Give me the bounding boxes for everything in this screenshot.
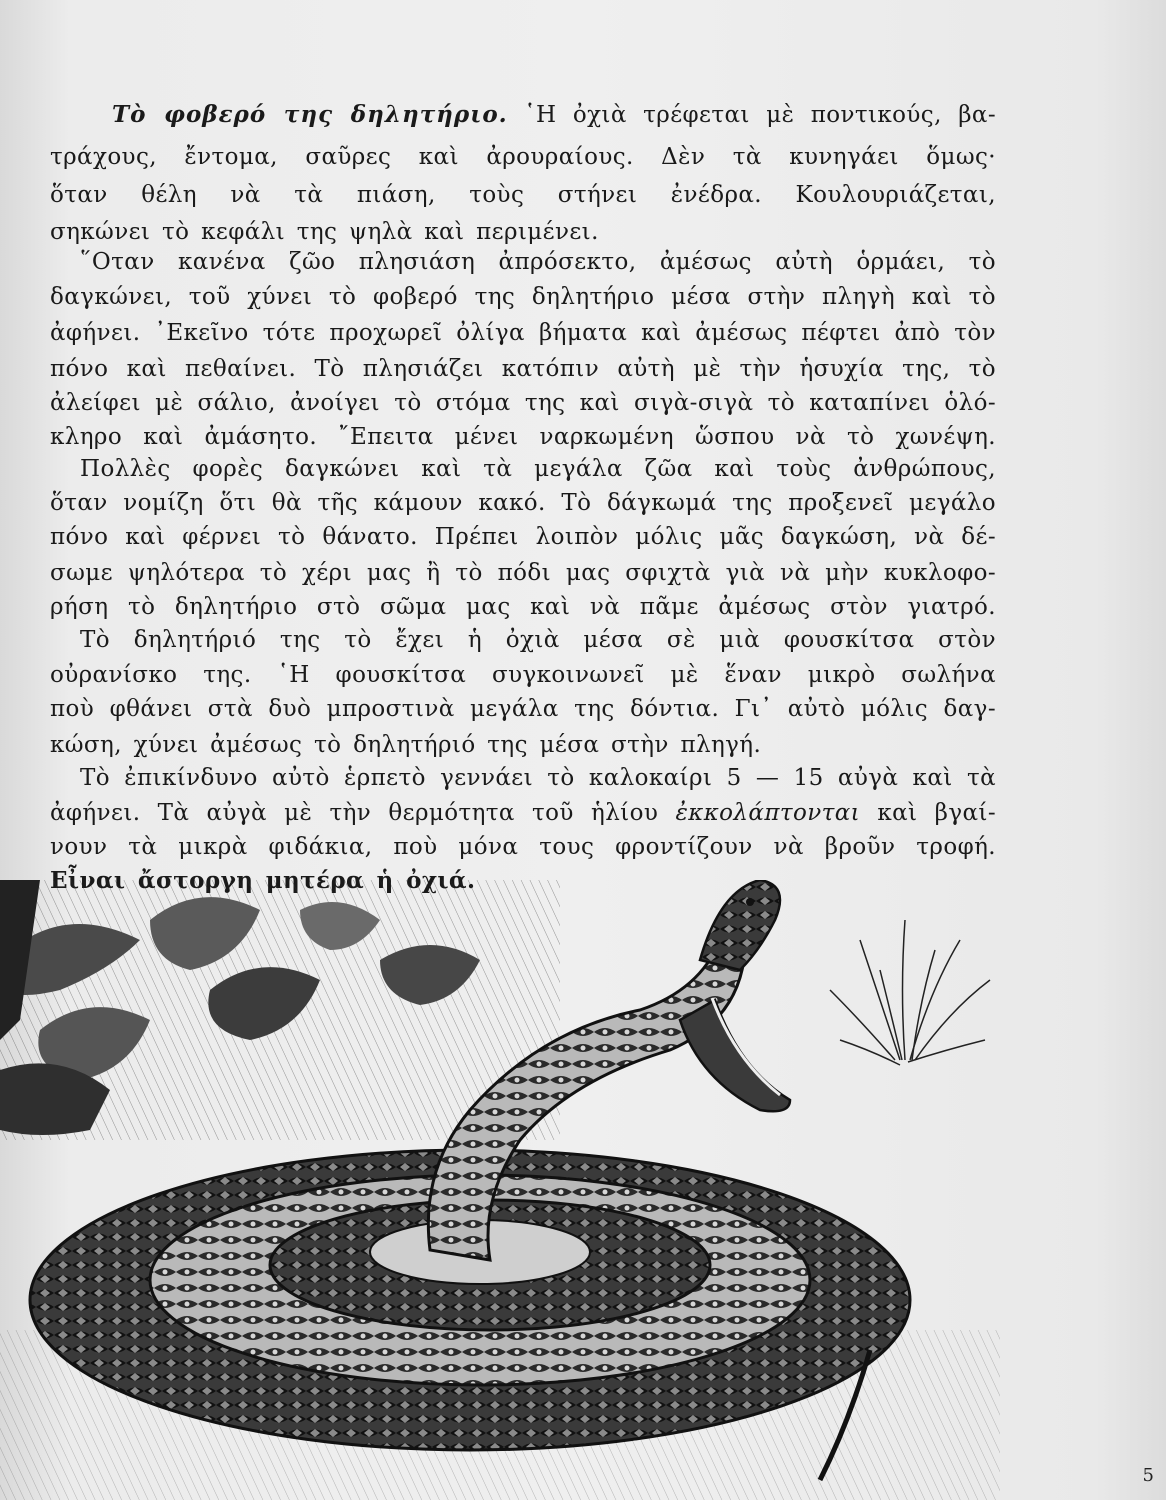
text-line: νουν τὰ μικρὰ φιδάκια, ποὺ μόνα τους φροντίζουν νὰ βροῦν τροφή. [50, 834, 996, 860]
text-line: σηκώνει τὸ κεφάλι της ψηλὰ καὶ περιμένει. [50, 219, 599, 245]
text-line: ποὺ φθάνει στὰ δυὸ μπροστινὰ μεγάλα της δόντια. Γι᾿ αὐτὸ μόλις δαγ- [50, 696, 996, 722]
text-line: ἀφήνει. Τὰ αὐγὰ μὲ τὴν θερμότητα τοῦ ἡλίου ἐκκολάπτονται καὶ βγαί- [50, 800, 997, 826]
text-line: κώση, χύνει ἀμέσως τὸ δηλητήριό της μέσα στὴν πληγή. [50, 732, 762, 758]
text-line: Τὸ δηλητήριό της τὸ ἔχει ἡ ὀχιὰ μέσα σὲ μιὰ φουσκίτσα στὸν [80, 627, 996, 653]
text-line: πόνο καὶ φέρνει τὸ θάνατο. Πρέπει λοιπὸν μόλις μᾶς δαγκώση, νὰ δέ- [50, 524, 996, 550]
text-line: σωμε ψηλότερα τὸ χέρι μας ἢ τὸ πόδι μας σφιχτὰ γιὰ νὰ μὴν κυκλοφο- [50, 560, 996, 586]
text-line: Τὸ φοβερό της δηλητήριο. ῾Η ὀχιὰ τρέφεται μὲ ποντικούς, βα- [112, 101, 996, 128]
text-line: Πολλὲς φορὲς δαγκώνει καὶ τὰ μεγάλα ζῶα καὶ τοὺς ἀνθρώπους, [80, 456, 996, 482]
text-line: ἀλείφει μὲ σάλιο, ἀνοίγει τὸ στόμα της καὶ σιγὰ-σιγὰ τὸ καταπίνει ὁλό- [50, 390, 996, 416]
text-line: τράχους, ἔντομα, σαῦρες καὶ ἀρουραίους. Δὲν τὰ κυνηγάει ὅμως· [50, 144, 996, 170]
text-line: ῞Οταν κανένα ζῶο πλησιάση ἀπρόσεκτο, ἀμέσως αὐτὴ ὁρμάει, τὸ [80, 249, 996, 275]
text-line: ὅταν θέλη νὰ τὰ πιάση, τοὺς στήνει ἐνέδρα. Κουλουριάζεται, [50, 182, 996, 208]
page-number: 5 [1142, 1465, 1154, 1486]
grass-tuft [830, 920, 990, 1065]
text-line: ὅταν νομίζη ὅτι θὰ τῆς κάμουν κακό. Τὸ δάγκωμά της προξενεῖ μεγάλο [50, 490, 996, 516]
section-heading: Τὸ φοβερό της δηλητήριο. [112, 101, 508, 128]
text-line: οὐρανίσκο της. ῾Η φουσκίτσα συγκοινωνεῖ μὲ ἕναν μικρὸ σωλήνα [50, 662, 996, 688]
viper-illustration [0, 880, 1000, 1500]
italic-term: ἐκκολάπτονται [675, 800, 861, 826]
text-line: πόνο καὶ πεθαίνει. Τὸ πλησιάζει κατόπιν αὐτὴ μὲ τὴν ἡσυχία της, τὸ [50, 356, 996, 382]
text-line: Τὸ ἐπικίνδυνο αὐτὸ ἑρπετὸ γεννάει τὸ καλοκαίρι 5 — 15 αὐγὰ καὶ τὰ [80, 765, 996, 791]
text-line: δαγκώνει, τοῦ χύνει τὸ φοβερό της δηλητήριο μέσα στὴν πληγὴ καὶ τὸ [50, 284, 996, 310]
text-line: ἀφήνει. ᾿Εκεῖνο τότε προχωρεῖ ὀλίγα βήματα καὶ ἀμέσως πέφτει ἀπὸ τὸν [50, 320, 996, 346]
foliage-left [0, 880, 560, 1140]
text-line: κληρο καὶ ἀμάσητο. ῎Επειτα μένει ναρκωμένη ὥσπου νὰ τὸ χωνέψη. [50, 424, 996, 450]
text-line: ρήση τὸ δηλητήριο στὸ σῶμα μας καὶ νὰ πᾶμε ἀμέσως στὸν γιατρό. [50, 594, 996, 620]
